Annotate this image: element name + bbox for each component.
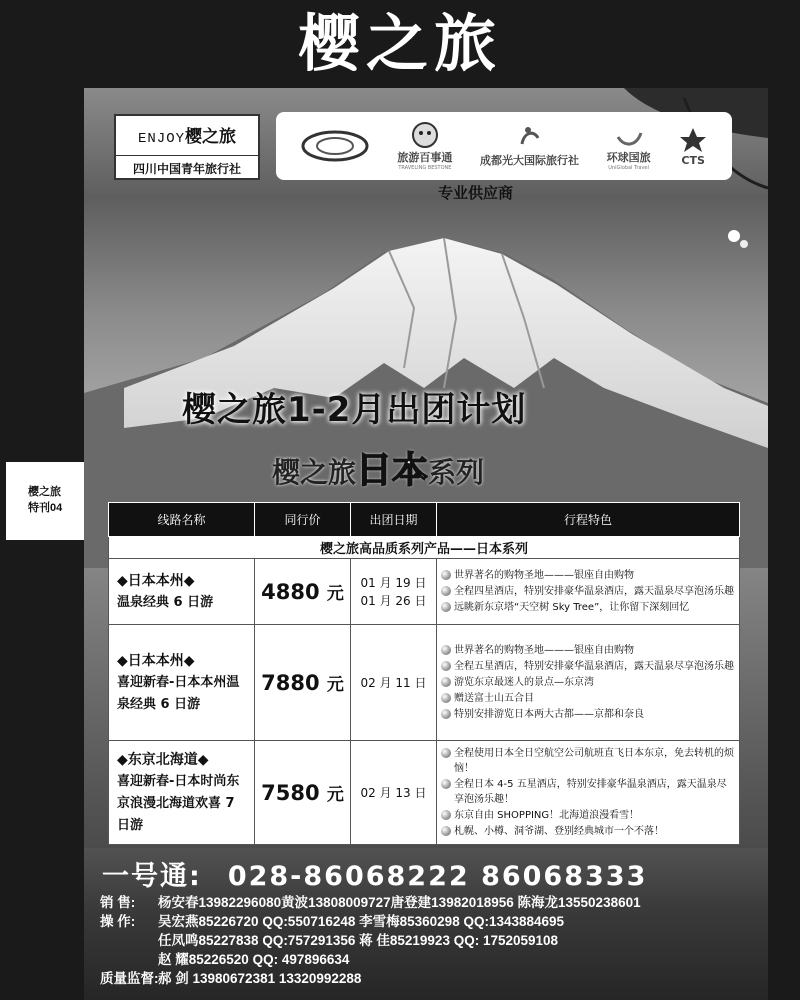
partner-name: 环球国旅 — [606, 151, 651, 164]
feature-text: 全程使用日本全日空航空公司航班直飞日本东京，免去转机的烦恼！ — [454, 748, 734, 774]
feature-item — [441, 568, 735, 583]
globe-swoosh-icon — [614, 121, 644, 149]
column-header: 线路名称 — [109, 503, 255, 537]
feature-text: 世界著名的购物圣地———银座自由购物 — [454, 645, 634, 656]
table-row — [109, 625, 740, 741]
route-desc: 喜迎新春-日本时尚东京浪漫北海道欢喜 7 日游 — [117, 773, 240, 833]
table-banner-row — [109, 537, 740, 559]
contact-row — [100, 950, 760, 969]
contact-text: 杨安春13982296080黄波13808009727唐登建13982018956 陈海龙13550238601 — [158, 895, 641, 910]
feature-item — [441, 808, 735, 823]
feature-item — [441, 659, 735, 674]
dates-cell — [351, 625, 437, 741]
side-tab — [6, 462, 84, 540]
price-cell — [255, 559, 351, 625]
bullet-icon — [441, 826, 451, 836]
headline: 樱之旅1-2月出团计划 — [182, 390, 527, 430]
contact-label: 质量监督: — [100, 971, 159, 986]
route-table — [108, 502, 740, 845]
partner-emblem-icon — [300, 126, 370, 166]
contact-row — [100, 931, 760, 950]
feature-item — [441, 584, 735, 599]
partner-logos-bar — [276, 112, 732, 180]
column-header: 同行价 — [255, 503, 351, 537]
bullet-icon — [441, 709, 451, 719]
feature-item — [441, 675, 735, 690]
departure-date: 01 月 26 日 — [360, 593, 427, 608]
route-desc: 喜迎新春-日本本州温泉经典 6 日游 — [117, 674, 240, 712]
feature-text: 东京自由 SHOPPING！北海道浪漫看雪！ — [454, 810, 640, 821]
side-tab-line2: 特刊04 — [28, 502, 63, 514]
bullet-icon — [441, 661, 451, 671]
subheadline-prefix: 樱之旅 — [272, 456, 357, 489]
bullet-icon — [441, 810, 451, 820]
bullet-icon — [441, 693, 451, 703]
feature-item — [441, 746, 735, 776]
partner-item — [480, 124, 579, 168]
table-row — [109, 559, 740, 625]
feature-text: 全程五星酒店，特别安排豪华温泉酒店，露天温泉尽享泡汤乐趣 — [454, 661, 734, 672]
departure-date: 02 月 11 日 — [360, 675, 427, 690]
route-name-cell — [109, 741, 255, 845]
bullet-icon — [441, 586, 451, 596]
feature-text: 游览东京最迷人的景点—东京湾 — [454, 677, 594, 688]
feature-item — [441, 824, 735, 839]
price-value: 4880 — [261, 580, 320, 604]
partner-item — [607, 121, 651, 171]
bullet-icon — [441, 779, 451, 789]
partner-sub: TRAVELING BESTONE — [398, 165, 452, 171]
contact-label: 操 作: — [100, 914, 136, 929]
departure-date: 02 月 13 日 — [360, 785, 427, 800]
subheadline-big: 日本 — [356, 450, 429, 491]
contact-section — [100, 854, 760, 988]
price-value: 7880 — [261, 671, 320, 695]
feature-text: 全程四星酒店，特别安排豪华温泉酒店，露天温泉尽享泡汤乐趣 — [454, 586, 734, 597]
feature-text: 札幌、小樽、洞爷湖、登别经典城市一个不落！ — [454, 826, 664, 837]
side-tab-line1: 樱之旅 — [28, 486, 61, 498]
price-cell — [255, 741, 351, 845]
subheadline — [272, 442, 484, 493]
feature-item — [441, 643, 735, 658]
logo-agency-text: 四川中国青年旅行社 — [116, 155, 258, 177]
feature-item — [441, 691, 735, 706]
dates-cell — [351, 559, 437, 625]
table-row — [109, 741, 740, 845]
dates-cell — [351, 741, 437, 845]
bullet-icon — [441, 677, 451, 687]
price-cell — [255, 625, 351, 741]
partner-sub: UniGlobal Travel — [608, 165, 649, 171]
table-header-row — [109, 503, 740, 537]
features-cell — [437, 559, 740, 625]
feature-text: 远眺新东京塔“天空树 Sky Tree”，让你留下深刻回忆 — [454, 602, 690, 613]
subheadline-suffix: 系列 — [428, 456, 485, 489]
contact-row — [100, 912, 760, 931]
contact-text: 任凤鸣85227838 QQ:757291356 蒋 佳85219923 QQ: 1752059108 — [158, 933, 559, 948]
logo-brand-text: 樱之旅 — [185, 127, 236, 147]
star-icon — [678, 126, 708, 154]
route-region: ◆日本本州◆ — [117, 572, 195, 589]
partner-item — [678, 126, 708, 167]
price-unit: 元 — [326, 785, 344, 805]
bullet-icon — [441, 602, 451, 612]
contact-text: 赵 耀85226520 QQ: 497896634 — [158, 952, 350, 967]
partner-name: 旅游百事通 — [397, 151, 453, 164]
partner-name: 成都光大国际旅行社 — [479, 154, 579, 167]
mascot-icon — [410, 121, 440, 149]
contact-text: 吴宏燕85226720 QQ:550716248 李雪梅85360298 QQ:1343884695 — [158, 914, 565, 929]
price-unit: 元 — [326, 675, 344, 695]
feature-item — [441, 707, 735, 722]
feature-item — [441, 777, 735, 807]
poster — [84, 88, 768, 1000]
bullet-icon — [441, 570, 451, 580]
features-cell — [437, 625, 740, 741]
logo-enjoy-text: ENJOY — [137, 131, 185, 147]
price-unit: 元 — [326, 584, 344, 604]
column-header: 出团日期 — [351, 503, 437, 537]
feature-text: 世界著名的购物圣地———银座自由购物 — [454, 570, 634, 581]
feature-text: 特别安排游览日本两大古都——京都和奈良 — [454, 709, 644, 720]
contact-row — [100, 969, 760, 988]
hotline-label: 一号通: — [102, 861, 202, 892]
hotline — [102, 854, 760, 893]
bullet-icon — [441, 748, 451, 758]
contact-text: 郝 剑 13980672381 13320992288 — [158, 971, 362, 986]
contact-label: 销 售: — [100, 895, 136, 910]
hotline-numbers: 028-86068222 86068333 — [227, 861, 648, 892]
figure-icon — [514, 124, 544, 152]
page-title: 樱之旅 — [297, 7, 502, 80]
feature-text: 全程日本 4-5 五星酒店，特别安排豪华温泉酒店，露天温泉尽享泡汤乐趣！ — [454, 779, 727, 805]
supplier-label: 专业供应商 — [438, 184, 514, 202]
features-cell — [437, 741, 740, 845]
bullet-icon — [441, 645, 451, 655]
feature-text: 赠送富士山五合目 — [454, 693, 534, 704]
enjoy-logo — [114, 114, 260, 180]
route-name-cell — [109, 559, 255, 625]
route-region: ◆日本本州◆ — [117, 652, 195, 669]
partner-name: CTS — [681, 153, 705, 167]
route-desc: 温泉经典 6 日游 — [117, 594, 214, 610]
departure-date: 01 月 19 日 — [360, 575, 427, 590]
partner-item — [397, 121, 452, 171]
feature-item — [441, 600, 735, 615]
column-header: 行程特色 — [437, 503, 740, 537]
price-value: 7580 — [261, 781, 320, 805]
route-name-cell — [109, 625, 255, 741]
table-banner: 樱之旅高品质系列产品——日本系列 — [109, 537, 740, 559]
route-region: ◆东京北海道◆ — [117, 751, 209, 768]
contact-row — [100, 893, 760, 912]
